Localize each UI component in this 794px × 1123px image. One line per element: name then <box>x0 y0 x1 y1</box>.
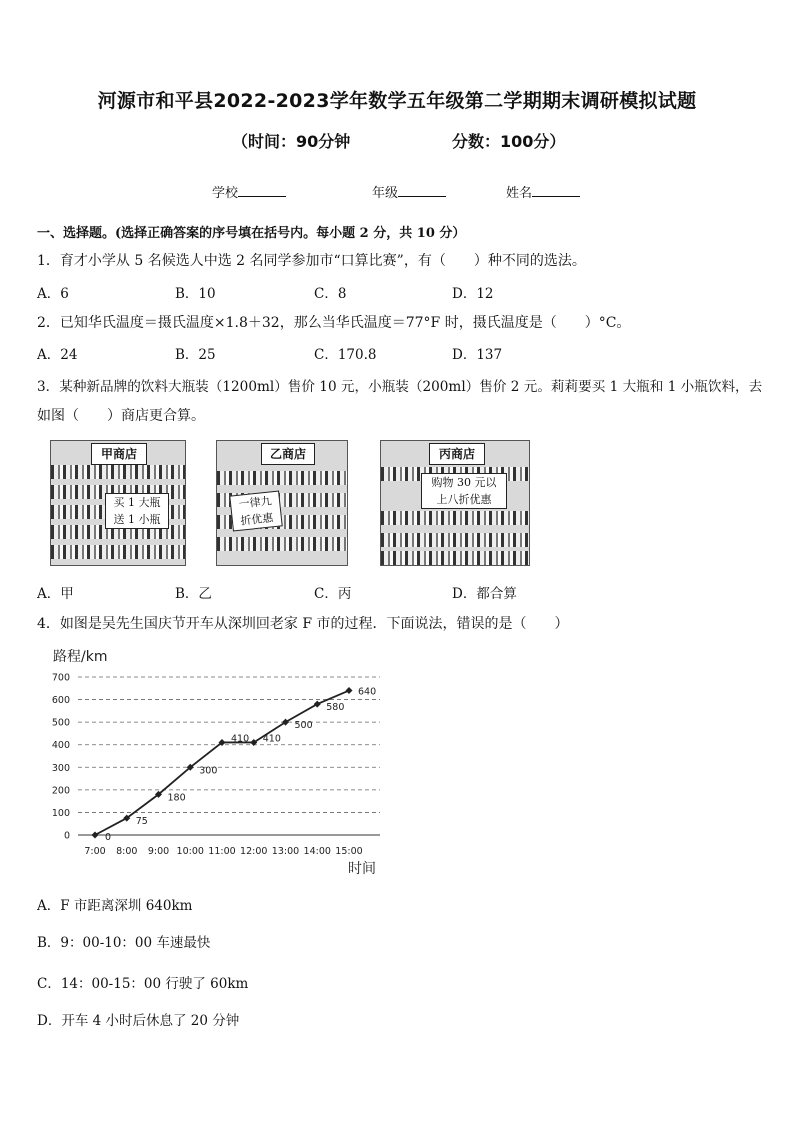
school-blank <box>238 184 286 197</box>
question-3-line2: 如图（ ）商店更合算。 <box>37 408 205 424</box>
chart-grid <box>78 677 380 835</box>
x-tick-labels <box>84 846 362 857</box>
promo-line: 送 1 小瓶 <box>113 513 161 526</box>
grade-blank <box>398 184 446 197</box>
q1-option-a: A．6 <box>37 286 69 302</box>
data-label: 300 <box>199 765 218 777</box>
promo-line: 折优惠 <box>239 511 274 528</box>
data-label: 640 <box>358 686 377 698</box>
page-title: 河源市和平县2022-2023学年数学五年级第二学期期末调研模拟试题 <box>97 90 697 112</box>
school-field <box>212 182 286 201</box>
data-label: 0 <box>105 832 112 843</box>
distance-time-chart <box>30 640 410 880</box>
q4-option-a: A．F 市距离深圳 640km <box>37 898 193 914</box>
store-sign-jia: 甲商店 <box>91 443 147 465</box>
q3-option-b: B．乙 <box>175 586 212 602</box>
x-tick-label: 11:00 <box>208 846 236 857</box>
data-point <box>314 701 321 708</box>
data-label: 580 <box>326 702 345 714</box>
store-photo-yi <box>216 440 348 566</box>
question-3-line1: 3．某种新品牌的饮料大瓶装（1200ml）售价 10 元，小瓶装（200ml）售价 2 元。莉莉要买 1 大瓶和 1 小瓶饮料，去 <box>37 379 763 395</box>
q2-option-c: C．170.8 <box>314 347 377 363</box>
q4-option-c: C．14：00-15：00 行驶了 60km <box>37 976 249 992</box>
name-label: 姓名 <box>506 186 533 201</box>
store-promo-bing <box>421 473 507 509</box>
y-tick-label: 200 <box>51 785 70 797</box>
q3-option-a: A．甲 <box>37 586 74 602</box>
exam-score: 分数：100分） <box>452 132 566 151</box>
store-sign-yi: 乙商店 <box>261 443 315 465</box>
y-tick-label: 500 <box>51 717 70 729</box>
store-photo-jia <box>50 440 186 566</box>
question-2: 2．已知华氏温度＝摄氏温度×1.8＋32，那么当华氏温度＝77°F 时，摄氏温度是（ ）°C。 <box>37 315 631 331</box>
question-4: 4．如图是吴先生国庆节开车从深圳回老家 F 市的过程．下面说法，错误的是（ ） <box>37 616 569 632</box>
data-label: 410 <box>231 733 250 745</box>
name-blank <box>532 184 580 197</box>
data-label: 180 <box>167 792 186 804</box>
q3-option-c: C．丙 <box>314 586 352 602</box>
store-promo-jia <box>105 493 169 529</box>
section-heading: 一、选择题。(选择正确答案的序号填在括号内。每小题 2 分，共 10 分） <box>37 226 466 241</box>
y-tick-label: 0 <box>63 830 70 842</box>
exam-time: （时间：90分钟 <box>232 132 351 151</box>
x-tick-label: 14:00 <box>303 846 331 857</box>
q3-option-d: D．都合算 <box>452 586 517 602</box>
store-sign-bing: 丙商店 <box>429 443 485 465</box>
q1-option-d: D．12 <box>452 286 494 302</box>
q4-option-d: D．开车 4 小时后休息了 20 分钟 <box>37 1013 240 1029</box>
grade-label: 年级 <box>372 186 399 201</box>
store-promo-yi <box>229 490 282 531</box>
q1-option-b: B．10 <box>175 286 216 302</box>
y-tick-labels <box>52 673 70 842</box>
x-tick-label: 8:00 <box>116 846 138 857</box>
q4-option-b: B．9：00-10：00 车速最快 <box>37 935 211 951</box>
y-tick-label: 700 <box>51 672 70 684</box>
data-labels <box>105 687 376 843</box>
x-tick-label: 13:00 <box>271 846 300 857</box>
data-label: 75 <box>135 816 148 828</box>
question-1: 1．育才小学从 5 名候选人中选 2 名同学参加市“口算比赛”，有（ ）种不同的选法。 <box>37 253 586 269</box>
promo-line: 购物 30 元以 <box>431 476 497 489</box>
y-tick-label: 300 <box>51 762 70 774</box>
promo-line: 上八折优惠 <box>436 493 492 506</box>
name-field <box>506 182 580 201</box>
data-label: 410 <box>262 733 281 745</box>
y-axis-label: 路程/km <box>53 649 108 665</box>
school-label: 学校 <box>212 186 239 201</box>
promo-line: 一律九 <box>238 494 273 511</box>
x-tick-label: 15:00 <box>335 846 363 857</box>
x-tick-label: 7:00 <box>84 846 106 857</box>
y-tick-label: 400 <box>51 740 70 752</box>
y-tick-label: 100 <box>51 807 70 819</box>
promo-line: 买 1 大瓶 <box>113 496 161 509</box>
x-axis-label: 时间 <box>348 861 376 877</box>
grade-field <box>372 182 446 201</box>
data-label: 500 <box>294 720 313 732</box>
data-point <box>346 687 353 694</box>
store-photo-bing <box>380 440 530 566</box>
q2-option-b: B．25 <box>175 347 216 363</box>
data-point <box>92 832 99 839</box>
q2-option-a: A．24 <box>37 347 78 363</box>
y-tick-label: 600 <box>51 695 70 707</box>
x-tick-label: 9:00 <box>147 846 170 857</box>
q2-option-d: D．137 <box>452 347 503 363</box>
x-tick-label: 12:00 <box>240 846 268 857</box>
series-line <box>95 691 349 835</box>
series-polyline <box>95 691 349 835</box>
x-tick-label: 10:00 <box>176 846 204 857</box>
q1-option-c: C．8 <box>314 286 347 302</box>
